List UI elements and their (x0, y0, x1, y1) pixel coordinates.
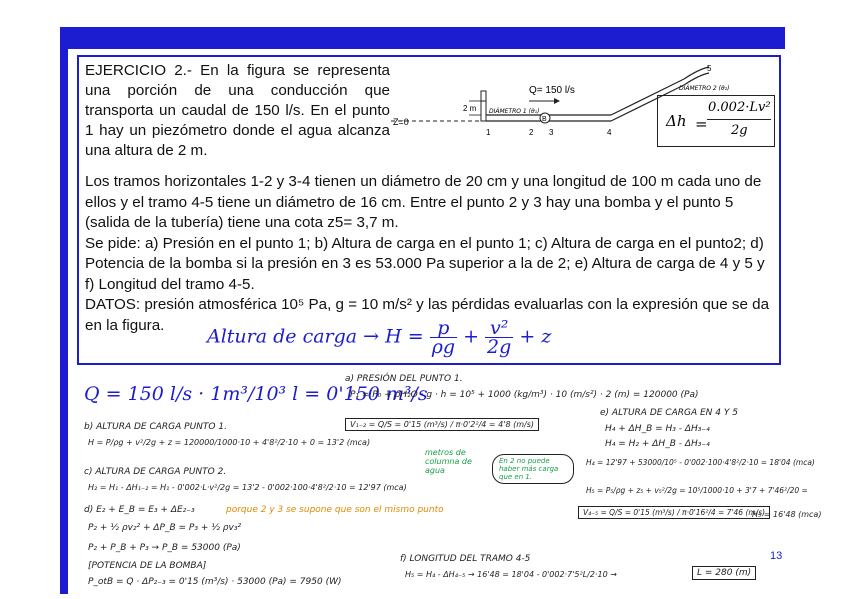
point-4: 4 (607, 128, 612, 137)
oval-note: En 2 no puede haber más carga que en 1. (492, 454, 574, 484)
paragraph-questions: Se pide: a) Presión en el punto 1; b) Altura de carga en el punto 1; c) Altura de carga en el punto2; d) Potencia de la bomba si la presión en 3 es 53.000 Pa superior a la de 2; e) Altura de carga de 4 y 5 y f) Longitud del tramo 4-5. (85, 234, 765, 293)
a-equation: P₁ = P₀ + ρH₂O · g · h = 10⁵ + 1000 (kg/m³) · 10 (m/s²) · 2 (m) = 120000 (Pa) (350, 390, 699, 400)
e-equation-1: H₄ + ΔH_B = H₃ - ΔH₃₋₄ (605, 424, 710, 434)
page-number: 13 (770, 550, 783, 562)
c-title: c) ALTURA DE CARGA PUNTO 2. (84, 467, 227, 477)
q-conversion: Q = 150 l/s · 1m³/10³ l = 0'150 m³/s (84, 383, 428, 405)
e-equation-4: H₅ = P₅/ρg + z₅ + v₅²/2g = 10⁵/1000·10 + 3'7 + 7'46²/20 = (586, 486, 808, 495)
height-label: 2 m (463, 104, 477, 113)
b-title: b) ALTURA DE CARGA PUNTO 1. (84, 422, 227, 432)
e-title: e) ALTURA DE CARGA EN 4 Y 5 (600, 408, 738, 418)
flow-label: Q= 150 l/s (529, 85, 575, 96)
exercise-intro: EJERCICIO 2.- En la figura se representa una porción de una conducción que transporta un caudal de 150 l/s. En el punto 1 hay un piezómetro donde el agua alcanza una altura de 2 m. (85, 62, 390, 159)
diam2-label: DIÁMETRO 2 (θ₂) (679, 85, 730, 92)
point-5: 5 (707, 64, 712, 73)
paragraph-data: Los tramos horizontales 1-2 y 3-4 tienen un diámetro de 20 cm y una longitud de 100 m cada uno de ellos y el tramo 4-5 tiene un diámetro de 16 cm. Entre el punto 2 y 3 hay una bomba y el punto 5 (salida de la tubería) tiene una cota z5= 3,7 m. (85, 173, 762, 231)
slide-top-bar (60, 27, 785, 49)
formula-rest: + z (519, 325, 552, 348)
d-equation-2: P₂ + P_B + P₃ → P_B = 53000 (Pa) (88, 543, 241, 553)
e-equation-2: H₄ = H₂ + ΔH_B - ΔH₃₋₄ (605, 439, 710, 449)
exercise-body (85, 172, 777, 336)
point-2: 2 (529, 128, 534, 137)
diam1-label: DIÁMETRO 1 (θ₁) (489, 108, 540, 115)
b-equation: H = P/ρg + v²/2g + z = 120000/1000·10 + 4'8²/2·10 + 0 = 13'2 (mca) (88, 438, 371, 447)
mca-note: metros de columna de agua (425, 448, 472, 475)
velocity-box: V₁₋₂ = Q/S = 0'15 (m³/s) / π·0'2²/4 = 4'8 (m/s) (345, 418, 539, 431)
paragraph-given: DATOS: presión atmosférica 10⁵ Pa, g = 10 m/s² y las pérdidas evaluarlas con la expresión que se da en la figura. (85, 296, 770, 334)
f-result: L = 280 (m) (692, 566, 756, 580)
loss-lhs: Δh (666, 112, 687, 130)
slide-left-bar (60, 49, 68, 594)
e-equation-3: H₄ = 12'97 + 53000/10⁵ - 0'002·100·4'8²/2·10 = 18'04 (mca) (586, 458, 815, 467)
exercise-box (77, 55, 781, 365)
a-title: a) PRESIÓN DEL PUNTO 1. (345, 374, 463, 384)
d-equation-3: P_otB = Q · ΔP₂₋₃ = 0'15 (m³/s) · 53000 (Pa) = 7950 (W) (88, 577, 342, 587)
velocity-45-box: V₄₋₅ = Q/S = 0'15 (m³/s) / π·0'16²/4 = 7'46 (m/s) (578, 506, 770, 519)
formula-label: Altura de carga → H = (207, 325, 424, 348)
pump-label: B (542, 116, 547, 123)
loss-den: 2g (731, 123, 748, 138)
d-title: d) E₂ + E_B = E₃ + ΔE₂₋₃ (84, 505, 195, 515)
head-formula: Altura de carga → H = $\frac{p}{\rho g}$ + $\frac{\text{v²}}{2g}$ + z (207, 317, 552, 358)
point-1: 1 (486, 128, 491, 137)
z-label: Z=0 (393, 117, 409, 127)
loss-formula-box: Δh = 0.002·Lv² 2g (657, 95, 775, 147)
d-equation-1: P₂ + ½ ρv₂² + ΔP_B = P₃ + ½ ρv₃² (88, 523, 242, 533)
f-equation: H₅ = H₄ - ΔH₄₋₅ → 16'48 = 18'04 - 0'002·7'5²L/2·10 → (405, 570, 617, 579)
c-equation: H₂ = H₁ - ΔH₁₋₂ = H₁ - 0'002·L·v²/2g = 13'2 - 0'002·100·4'8²/2·10 = 12'97 (mca) (88, 483, 407, 492)
loss-num: 0.002·Lv² (708, 100, 771, 115)
d-note: porque 2 y 3 se supone que son el mismo punto (226, 505, 444, 515)
e-result: H₅ = 16'48 (mca) (752, 510, 822, 519)
d-subtitle: [POTENCIA DE LA BOMBA] (88, 561, 207, 571)
f-title: f) LONGITUD DEL TRAMO 4-5 (400, 554, 531, 564)
point-3: 3 (549, 128, 554, 137)
